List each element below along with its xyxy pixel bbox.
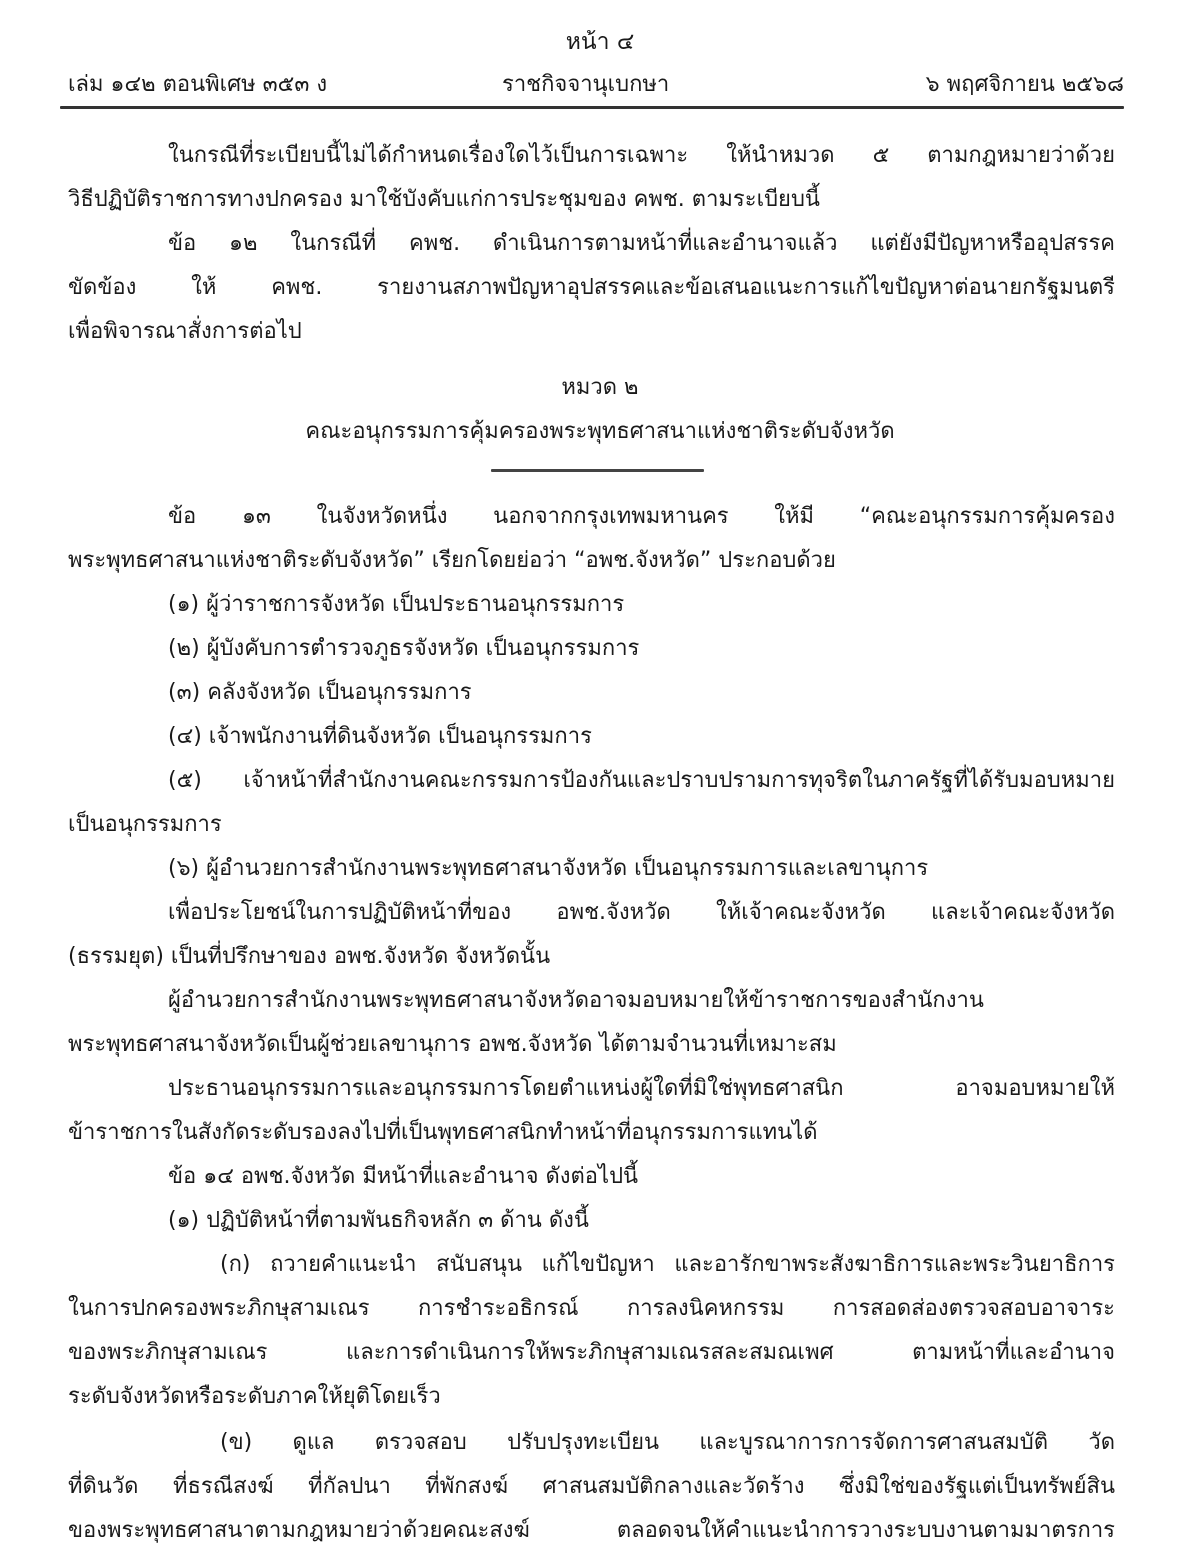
- paragraph-line: วิธีปฏิบัติราชการทางปกครอง มาใช้บังคับแก่การประชุมของ คพช. ตามระเบียบนี้: [68, 187, 820, 212]
- duty-subitem-line: ของพระพุทธศาสนาตามกฎหมายว่าด้วยคณะสงฆ์ ตลอดจนให้คำแนะนำการวางระบบงานตามมาตรการ: [68, 1518, 1115, 1543]
- clause-12-line: ข้อ ๑๒ ในกรณีที่ คพช. ดำเนินการตามหน้าที่และอำนาจแล้ว แต่ยังมีปัญหาหรืออุปสรรค: [168, 231, 1115, 256]
- chapter-title: คณะอนุกรรมการคุ้มครองพระพุทธศาสนาแห่งชาติระดับจังหวัด: [305, 419, 895, 444]
- chapter-number: หมวด ๒: [561, 375, 639, 400]
- member-item: (๑) ผู้ว่าราชการจังหวัด เป็นประธานอนุกรรมการ: [168, 592, 625, 617]
- assistant-secretary-line: ผู้อำนวยการสำนักงานพระพุทธศาสนาจังหวัดอาจมอบหมายให้ข้าราชการของสำนักงาน: [168, 988, 984, 1013]
- header-divider: [60, 106, 1124, 109]
- member-item-continuation: เป็นอนุกรรมการ: [68, 812, 222, 837]
- paragraph-line: ในกรณีที่ระเบียบนี้ไม่ได้กำหนดเรื่องใดไว้เป็นการเฉพาะ ให้นำหมวด ๕ ตามกฎหมายว่าด้วย: [168, 143, 1115, 168]
- duty-item: (๑) ปฏิบัติหน้าที่ตามพันธกิจหลัก ๓ ด้าน ดังนี้: [168, 1208, 589, 1233]
- duty-subitem-line: (ก) ถวายคำแนะนำ สนับสนุน แก้ไขปัญหา และอารักขาพระสังฆาธิการและพระวินยาธิการ: [220, 1252, 1115, 1277]
- volume-issue: เล่ม ๑๔๒ ตอนพิเศษ ๓๕๓ ง: [68, 72, 328, 97]
- member-item: (๖) ผู้อำนวยการสำนักงานพระพุทธศาสนาจังหวัด เป็นอนุกรรมการและเลขานุการ: [168, 856, 929, 881]
- advisors-line: (ธรรมยุต) เป็นที่ปรึกษาของ อพช.จังหวัด จังหวัดนั้น: [68, 944, 551, 969]
- clause-12-line: เพื่อพิจารณาสั่งการต่อไป: [68, 319, 302, 344]
- advisors-line: เพื่อประโยชน์ในการปฏิบัติหน้าที่ของ อพช.จังหวัด ให้เจ้าคณะจังหวัด และเจ้าคณะจังหวัด: [168, 900, 1115, 925]
- member-item: (๒) ผู้บังคับการตำรวจภูธรจังหวัด เป็นอนุกรรมการ: [168, 636, 640, 661]
- page-number: หน้า ๔: [565, 29, 635, 55]
- assistant-secretary-line: พระพุทธศาสนาจังหวัดเป็นผู้ช่วยเลขานุการ อพช.จังหวัด ได้ตามจำนวนที่เหมาะสม: [68, 1032, 837, 1057]
- clause-13-line: ข้อ ๑๓ ในจังหวัดหนึ่ง นอกจากกรุงเทพมหานคร ให้มี “คณะอนุกรรมการคุ้มครอง: [168, 504, 1115, 529]
- clause-13-line: พระพุทธศาสนาแห่งชาติระดับจังหวัด” เรียกโดยย่อว่า “อพช.จังหวัด” ประกอบด้วย: [68, 548, 836, 573]
- duty-subitem-line: ระดับจังหวัดหรือระดับภาคให้ยุติโดยเร็ว: [68, 1384, 441, 1409]
- duty-subitem-line: ในการปกครองพระภิกษุสามเณร การชำระอธิกรณ์ การลงนิคหกรรม การสอดส่องตรวจสอบอาจาระ: [68, 1296, 1115, 1321]
- member-item: (๓) คลังจังหวัด เป็นอนุกรรมการ: [168, 680, 472, 705]
- clause-12-line: ขัดข้อง ให้ คพช. รายงานสภาพปัญหาอุปสรรคและข้อเสนอแนะการแก้ไขปัญหาต่อนายกรัฐมนตรี: [68, 275, 1115, 300]
- gazette-header: [68, 66, 1124, 104]
- clause-14-line: ข้อ ๑๔ อพช.จังหวัด มีหน้าที่และอำนาจ ดังต่อไปนี้: [168, 1164, 639, 1189]
- duty-subitem-line: ของพระภิกษุสามเณร และการดำเนินการให้พระภิกษุสามเณรสละสมณเพศ ตามหน้าที่และอำนาจ: [68, 1340, 1115, 1365]
- non-buddhist-line: ประธานอนุกรรมการและอนุกรรมการโดยตำแหน่งผู้ใดที่มิใช่พุทธศาสนิก อาจมอบหมายให้: [168, 1076, 1115, 1101]
- non-buddhist-line: ข้าราชการในสังกัดระดับรองลงไปที่เป็นพุทธศาสนิกทำหน้าที่อนุกรรมการแทนได้: [68, 1120, 818, 1145]
- member-item: (๔) เจ้าพนักงานที่ดินจังหวัด เป็นอนุกรรมการ: [168, 724, 592, 749]
- duty-subitem-line: (ข) ดูแล ตรวจสอบ ปรับปรุงทะเบียน และบูรณาการการจัดการศาสนสมบัติ วัด: [220, 1430, 1115, 1455]
- duty-subitem-line: ที่ดินวัด ที่ธรณีสงฆ์ ที่กัลปนา ที่พักสงฆ์ ศาสนสมบัติกลางและวัดร้าง ซึ่งมิใช่ของรัฐแต่เป็นทรัพย์สิน: [68, 1474, 1115, 1499]
- chapter-separator: [491, 469, 704, 472]
- publication-date: ๖ พฤศจิกายน ๒๕๖๘: [925, 72, 1124, 97]
- member-item: (๕) เจ้าหน้าที่สำนักงานคณะกรรมการป้องกันและปราบปรามการทุจริตในภาครัฐที่ได้รับมอบหมาย: [168, 768, 1115, 793]
- publication-title: ราชกิจจานุเบกษา: [502, 72, 670, 97]
